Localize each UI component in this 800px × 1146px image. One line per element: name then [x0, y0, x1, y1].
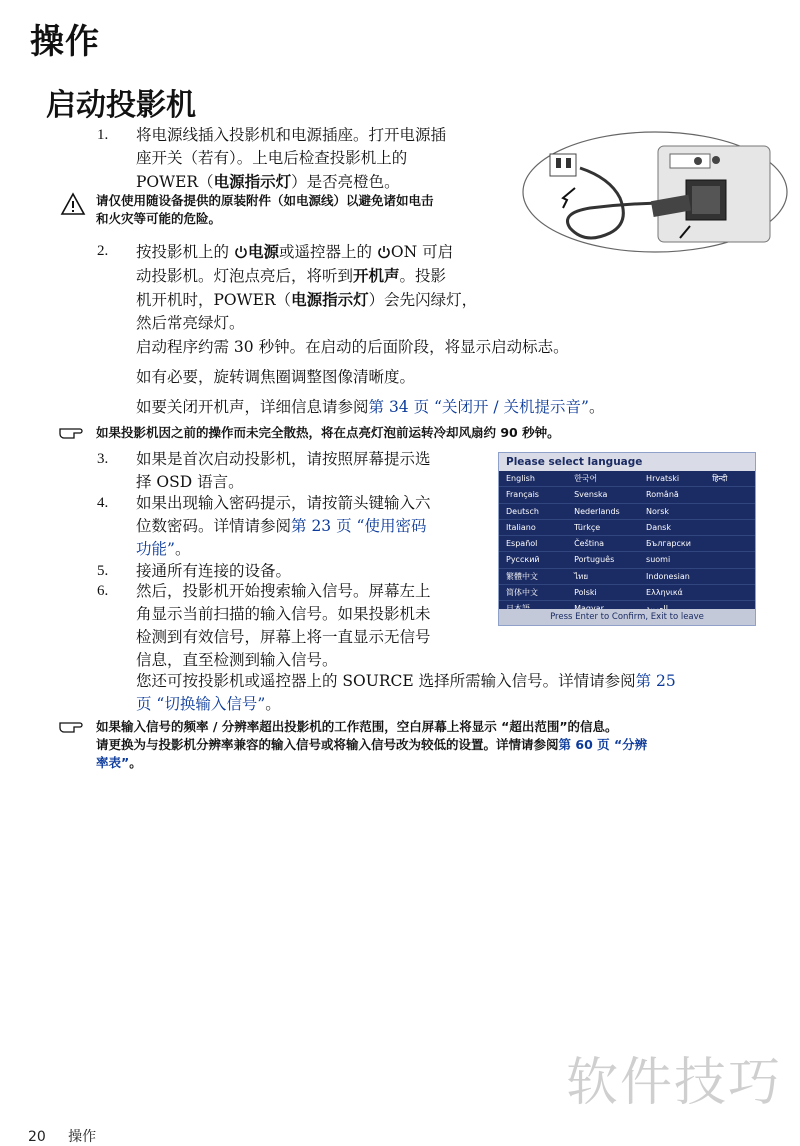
footer-label: 操作: [68, 1129, 97, 1145]
language-option[interactable]: 한국어: [574, 474, 598, 483]
step-3-text: [136, 448, 491, 494]
startup-paragraph: 启动程序约需 30 秒钟。在启动的后面阶段，将显示启动标志。: [136, 338, 569, 356]
text-line: [136, 515, 491, 538]
language-row: [499, 504, 755, 520]
page-link[interactable]: 页 “切换输入信号”: [136, 695, 266, 713]
step-number: 6.: [97, 583, 109, 599]
text-span: 按投影机上的: [136, 243, 234, 261]
cooling-note: 如果投影机因之前的操作而未完全散热，将在点亮灯泡前运转冷却风扇约 90 秒钟。: [96, 425, 560, 440]
text-span: POWER（: [136, 173, 214, 191]
text-line: 择 OSD 语言。: [136, 473, 244, 491]
language-option[interactable]: Dansk: [646, 522, 671, 532]
language-option[interactable]: Português: [574, 555, 615, 565]
text-span: ）会先闪绿灯，: [368, 291, 478, 309]
text-span: 如要关闭开机声，详细信息请参阅: [136, 398, 369, 416]
language-row: [499, 569, 755, 585]
language-option[interactable]: Čeština: [574, 539, 605, 549]
language-option[interactable]: Română: [646, 490, 679, 500]
text-span: 机开机时，POWER（: [136, 291, 292, 309]
text-line: 检测到有效信号，屏幕上将一直显示无信号: [136, 628, 431, 646]
page-footer: [28, 1126, 96, 1146]
language-grid: [499, 471, 755, 618]
text-span: 您还可按投影机或遥控器上的 SOURCE 选择所需输入信号。详情请参阅: [136, 672, 636, 690]
step-5-text: 接通所有连接的设备。: [136, 562, 292, 580]
source-paragraph: [136, 670, 756, 716]
text-line: [136, 693, 756, 716]
language-option[interactable]: Български: [646, 539, 691, 549]
power-cord-illustration: [520, 128, 790, 256]
language-option[interactable]: [712, 504, 755, 519]
warning-icon: [60, 192, 86, 216]
text-line: 如果输入信号的频率 / 分辨率超出投影机的工作范围，空白屏幕上将显示 “超出范围”的信息。: [96, 719, 618, 734]
bold-term: 电源: [247, 242, 279, 261]
language-option[interactable]: Español: [506, 539, 538, 549]
beep-paragraph: [136, 396, 756, 419]
focus-paragraph: 如有必要，旋转调焦圈调整图像清晰度。: [136, 368, 416, 386]
language-option[interactable]: [712, 552, 755, 567]
language-option[interactable]: Türkçe: [574, 522, 601, 532]
text-span: 动投影机。灯泡点亮后，将听到: [136, 267, 354, 285]
language-option[interactable]: Italiano: [506, 522, 536, 532]
language-row: [499, 552, 755, 568]
text-line: 如果出现输入密码提示，请按箭头键输入六: [136, 494, 431, 512]
bold-term: 开机声: [353, 266, 400, 285]
text-line: 如果是首次启动投影机，请按照屏幕提示选: [136, 450, 431, 468]
language-option[interactable]: Ελληνικά: [646, 588, 683, 598]
text-line: [136, 170, 516, 194]
step-4-text: [136, 492, 491, 561]
step-1-text: [136, 124, 516, 194]
step-6-text: [136, 580, 491, 672]
text-line: 请仅使用随设备提供的原装附件（如电源线）以避免诸如电击: [96, 193, 434, 208]
panel-title: Please select language: [499, 453, 755, 471]
text-span: 位数密码。详情请参阅: [136, 517, 292, 535]
pointing-hand-icon: [58, 718, 92, 734]
language-option[interactable]: Nederlands: [574, 506, 620, 516]
page-number: 20: [28, 1129, 46, 1145]
text-line: [96, 754, 776, 772]
language-option[interactable]: English: [506, 474, 535, 483]
language-option[interactable]: [712, 569, 755, 584]
text-line: 将电源线插入投影机和电源插座。打开电源插: [136, 126, 447, 144]
text-line: [136, 240, 556, 264]
text-line: 信息，直至检测到输入信号。: [136, 651, 338, 669]
section-title: 启动投影机: [46, 88, 196, 123]
step-2-text: [136, 240, 556, 335]
power-icon: [377, 245, 391, 259]
panel-footer: Press Enter to Confirm, Exit to leave: [499, 609, 755, 625]
page-link[interactable]: 第 34 页 “关闭开 / 关机提示音”: [368, 398, 589, 416]
language-option[interactable]: Français: [506, 490, 539, 500]
language-option[interactable]: हिन्दी: [712, 474, 728, 483]
text-span: ）是否亮橙色。: [291, 173, 400, 191]
text-line: [136, 538, 491, 561]
text-span: 。: [265, 695, 281, 713]
language-option[interactable]: 繁體中文: [506, 571, 538, 581]
language-option[interactable]: Indonesian: [646, 571, 690, 581]
language-option[interactable]: suomi: [646, 555, 671, 565]
language-row: [499, 471, 755, 487]
language-row: [499, 520, 755, 536]
text-span: 。: [174, 540, 191, 558]
language-row: [499, 585, 755, 601]
chapter-title: 操作: [30, 22, 100, 62]
text-line: 角显示当前扫描的输入信号。如果投影机未: [136, 605, 431, 623]
power-icon: [234, 245, 248, 259]
page-link[interactable]: 功能”: [136, 540, 175, 558]
text-span: 。投影: [399, 267, 447, 285]
watermark: 软件技巧: [565, 1053, 782, 1113]
text-span: ON 可启: [390, 243, 454, 261]
page-link[interactable]: 第 23 页 “使用密码: [291, 517, 427, 535]
language-row: [499, 536, 755, 552]
language-option[interactable]: Hrvatski: [646, 474, 680, 483]
text-span: 。: [129, 755, 142, 770]
language-option[interactable]: Русский: [506, 555, 540, 565]
text-line: [136, 670, 756, 693]
language-option[interactable]: Deutsch: [506, 506, 539, 516]
page-link[interactable]: 第 60 页 “分辨: [558, 737, 648, 752]
text-line: 座开关（若有）。上电后检查投影机上的: [136, 149, 408, 167]
language-option[interactable]: [712, 536, 755, 551]
text-line: 和火灾等可能的危险。: [96, 211, 222, 226]
language-option[interactable]: [712, 520, 755, 535]
text-line: 然后常亮绿灯。: [136, 314, 245, 332]
text-line: [136, 288, 556, 312]
language-row: [499, 487, 755, 503]
language-option[interactable]: ไทย: [574, 571, 589, 581]
bold-term: 电源指示灯: [213, 172, 292, 191]
bold-term: 电源指示灯: [291, 290, 369, 309]
language-option[interactable]: 简体中文: [506, 588, 538, 598]
page-link[interactable]: 率表”: [96, 755, 130, 770]
language-option[interactable]: Polski: [574, 588, 597, 598]
step-number: 3.: [97, 451, 109, 467]
text-line: [136, 264, 556, 288]
range-note: [96, 718, 776, 772]
step-number: 4.: [97, 495, 109, 511]
text-line: 然后，投影机开始搜索输入信号。屏幕左上: [136, 582, 431, 600]
language-option[interactable]: [712, 487, 755, 502]
text-span: 请更换为与投影机分辨率兼容的输入信号或将输入信号改为较低的设置。详情请参阅: [96, 737, 559, 752]
step-number: 1.: [97, 127, 109, 143]
text-span: 或遥控器上的: [278, 243, 377, 261]
text-line: [96, 736, 776, 754]
language-select-panel: [498, 452, 756, 626]
page-link[interactable]: 第 25: [635, 672, 676, 690]
step-number: 5.: [97, 563, 109, 579]
pointing-hand-icon: [58, 424, 92, 440]
text-span: 。: [588, 398, 605, 416]
language-option[interactable]: Svenska: [574, 490, 608, 500]
warning-text: [96, 192, 526, 228]
step-number: 2.: [97, 243, 109, 259]
language-option[interactable]: Norsk: [646, 506, 670, 516]
language-option[interactable]: [712, 585, 755, 600]
